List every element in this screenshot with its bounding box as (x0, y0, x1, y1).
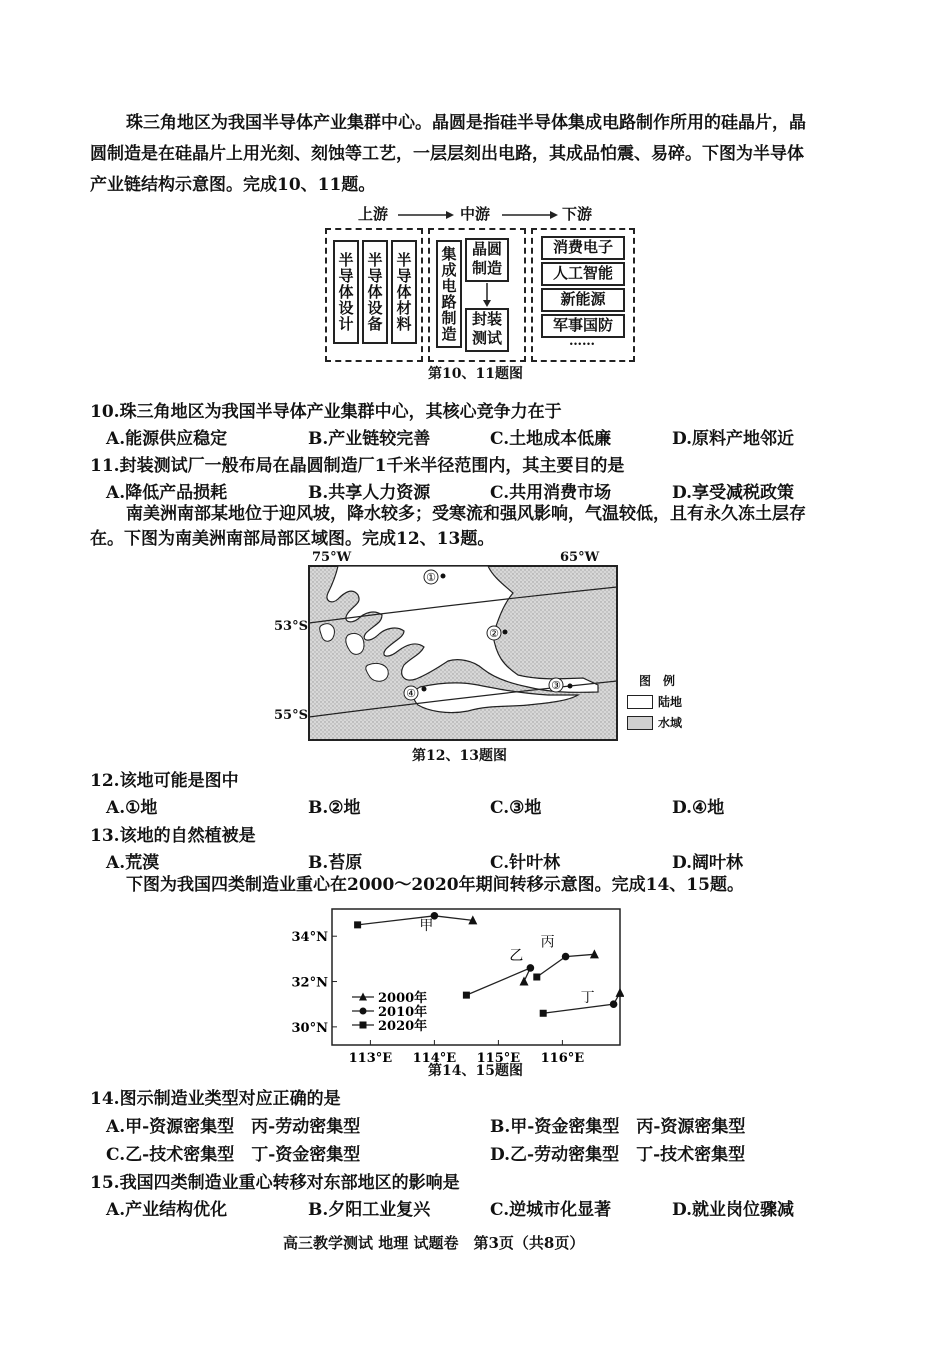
upstream-box (325, 228, 423, 362)
stage-midstream: 中游 (460, 205, 491, 223)
legend-land-label: 陆地 (658, 695, 683, 709)
q15-option-b: B.夕阳工业复兴 (308, 1200, 431, 1220)
q12-option-c: C.③地 (490, 798, 542, 818)
intro-1-line-2: 圆制造是在硅晶片上用光刻、刻蚀等工艺，一层层刻出电路，其成品怕震、易碎。下图为半导体 (90, 144, 804, 164)
marker-2: ② (489, 627, 499, 640)
legend-water-label: 水域 (658, 716, 683, 730)
arrow-right-icon (500, 210, 560, 220)
q12-option-d: D.④地 (672, 798, 725, 818)
arrow-right-icon (396, 210, 456, 220)
y-tick-label: 30°N (291, 1020, 328, 1036)
point-2010 (562, 953, 570, 961)
q14-option-d: D.乙-劳动密集型 丁-技术密集型 (490, 1145, 746, 1165)
q10-option-c: C.土地成本低廉 (490, 429, 612, 449)
q14-option-c: C.乙-技术密集型 丁-资金密集型 (106, 1145, 361, 1165)
q13-option-d: D.阔叶林 (672, 853, 744, 873)
point-2020 (533, 974, 540, 981)
point-2010 (610, 1000, 618, 1008)
question-11-stem: 11.封装测试厂一般布局在晶圆制造厂1千米半径范围内，其主要目的是 (90, 456, 625, 476)
legend-water-swatch (627, 716, 653, 730)
legend-title: 图 例 (639, 674, 676, 688)
series-label-甲: 甲 (419, 917, 434, 934)
q15-option-a: A.产业结构优化 (106, 1200, 228, 1220)
intro-1-line-1: 珠三角地区为我国半导体产业集群中心。晶圆是指硅半导体集成电路制作所用的硅晶片，晶 (126, 113, 806, 133)
q10-option-a: A.能源供应稳定 (106, 429, 228, 449)
q12-option-b: B.②地 (308, 798, 361, 818)
downstream-box (531, 228, 635, 362)
q15-option-d: D.就业岗位骤减 (672, 1200, 795, 1220)
legend-land-swatch (627, 695, 653, 709)
x-tick-label: 114°E (412, 1051, 457, 1065)
x-tick-label: 116°E (540, 1051, 585, 1065)
up-item-design: 半导体设计 (333, 240, 359, 344)
lat-label-53s: 53°S (274, 619, 308, 634)
marker-1: ① (426, 571, 436, 584)
y-tick-label: 34°N (291, 930, 328, 946)
lat-label-55s: 55°S (274, 708, 308, 723)
figure-1-caption: 第10、11题图 (428, 366, 523, 382)
intro-2-line-1: 南美洲南部某地位于迎风坡，降水较多；受寒流和强风影响，气温较低，且有永久冻土层存 (126, 504, 806, 524)
intro-1-line-3: 产业链结构示意图。完成10、11题。 (90, 175, 376, 195)
q13-option-b: B.苔原 (308, 853, 363, 873)
q13-option-c: C.针叶林 (490, 853, 561, 873)
q13-option-a: A.荒漠 (106, 853, 160, 873)
x-tick-label: 115°E (476, 1051, 521, 1065)
marker-4: ④ (406, 687, 416, 700)
legend-label: 2020年 (378, 1019, 428, 1034)
q14-option-b: B.甲-资金密集型 丙-资源密集型 (490, 1117, 746, 1137)
q11-option-a: A.降低产品损耗 (106, 483, 228, 503)
down-item-new-energy: 新能源 (541, 288, 625, 312)
marker-3: ③ (551, 679, 561, 692)
lon-label-75w: 75°W (312, 550, 352, 565)
question-12-stem: 12.该地可能是图中 (90, 771, 239, 791)
legend-marker-2020 (360, 1022, 367, 1029)
q10-option-b: B.产业链较完善 (308, 429, 431, 449)
intro-3-line-1: 下图为我国四类制造业重心在2000～2020年期间转移示意图。完成14、15题。 (126, 875, 744, 895)
mid-wafer: 晶圆制造 (465, 238, 509, 282)
stage-upstream: 上游 (358, 205, 389, 223)
question-15-stem: 15.我国四类制造业重心转移对东部地区的影响是 (90, 1173, 460, 1193)
industry-chain-diagram (320, 200, 640, 370)
south-america-map-figure (270, 548, 690, 743)
point-2020 (463, 992, 470, 999)
lon-label-65w: 65°W (560, 550, 600, 565)
question-13-stem: 13.该地的自然植被是 (90, 826, 256, 846)
up-item-equipment: 半导体设备 (362, 240, 388, 344)
map-canvas (308, 565, 618, 741)
mid-ic-manufacturing: 集成电路制造 (436, 240, 462, 348)
legend-marker-2010 (360, 1008, 367, 1015)
down-item-consumer: 消费电子 (541, 236, 625, 260)
legend-label: 2010年 (378, 1005, 428, 1020)
question-14-stem: 14.图示制造业类型对应正确的是 (90, 1089, 341, 1109)
q15-option-c: C.逆城市化显著 (490, 1200, 612, 1220)
point-2020 (540, 1010, 547, 1017)
chart-svg (284, 905, 624, 1065)
down-item-more: …… (569, 334, 595, 349)
intro-2-line-2: 在。下图为南美洲南部局部区域图。完成12、13题。 (90, 529, 495, 549)
series-label-丙: 丙 (540, 934, 555, 951)
down-item-ai: 人工智能 (541, 262, 625, 286)
chart-frame (332, 909, 620, 1045)
stage-downstream: 下游 (562, 205, 593, 223)
point-2010 (527, 964, 535, 972)
arrow-down-icon (480, 282, 494, 308)
x-tick-label: 113°E (348, 1051, 393, 1065)
point-2020 (354, 921, 361, 928)
legend-label: 2000年 (378, 991, 428, 1006)
q11-option-b: B.共享人力资源 (308, 483, 431, 503)
series-label-丁: 丁 (580, 990, 595, 1007)
q11-option-c: C.共用消费市场 (490, 483, 612, 503)
q11-option-d: D.享受减税政策 (672, 483, 795, 503)
figure-3-caption: 第14、15题图 (428, 1063, 523, 1079)
manufacturing-shift-chart (284, 905, 624, 1065)
q12-option-a: A.①地 (106, 798, 158, 818)
q10-option-d: D.原料产地邻近 (672, 429, 795, 449)
down-item-military: 军事国防 (541, 314, 625, 338)
figure-2-caption: 第12、13题图 (412, 748, 507, 764)
q14-option-a: A.甲-资源密集型 丙-劳动密集型 (106, 1117, 361, 1137)
mid-packaging-test: 封装测试 (465, 308, 509, 352)
up-item-material: 半导体材料 (391, 240, 417, 344)
series-label-乙: 乙 (509, 947, 524, 964)
midstream-box (428, 228, 526, 362)
y-tick-label: 32°N (291, 975, 328, 991)
question-10-stem: 10.珠三角地区为我国半导体产业集群中心，其核心竞争力在于 (90, 402, 562, 422)
page-footer: 高三教学测试 地理 试题卷 第3页（共8页） (283, 1234, 585, 1252)
